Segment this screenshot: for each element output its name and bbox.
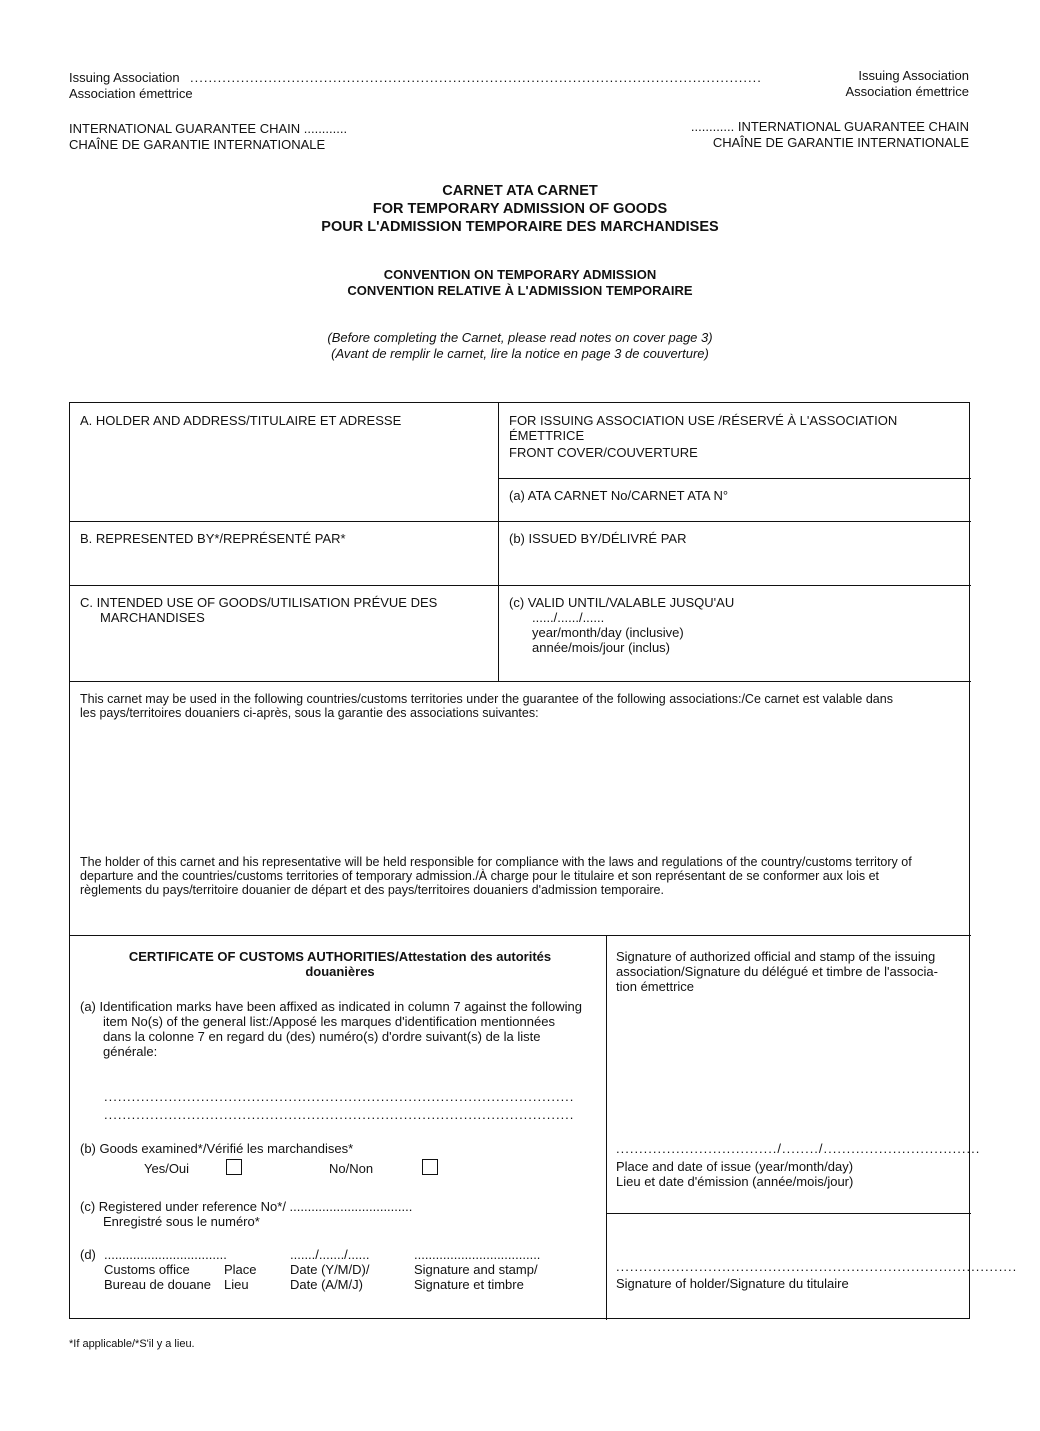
responsibility-line-2: departure and the countries/customs territories of temporary admission./À charge pour le titulaire et son représentant de se conformer aux lois et [80,869,880,883]
official-line-3: tion émettrice [616,979,695,994]
date-field[interactable] [290,1247,369,1292]
yes-checkbox[interactable] [226,1159,242,1175]
holder-responsibility-statement [80,855,965,897]
registered-reference-line-2: Enregistré sous le numéro* [103,1214,260,1229]
divider [70,585,971,586]
issuing-use-label [509,413,959,460]
represented-by-label: B. REPRESENTED BY*/REPRÉSENTÉ PAR* [80,531,346,546]
holder-address-label: A. HOLDER AND ADDRESS/TITULAIRE ET ADRESSE [80,413,402,428]
countries-statement [80,692,965,720]
customs-office-field[interactable] [104,1247,227,1292]
holder-signature-dots[interactable]: ....................................................................................... [616,1259,1018,1274]
official-line-2: association/Signature du délégué et timbre de l'associa- [616,964,938,979]
official-line-1: Signature of authorized official and stamp of the issuing [616,949,936,964]
cert-a-line-3: dans la colonne 7 en regard du (des) numéro(s) d'ordre suivant(s) de la liste [103,1029,541,1044]
cert-a-line-2: item No(s) of the general list:/Apposé les marques d'identification mentionnées [103,1014,555,1029]
valid-until-title: (c) VALID UNTIL/VALABLE JUSQU'AU [509,595,735,610]
no-checkbox[interactable] [422,1159,438,1175]
countries-line-1: This carnet may be used in the following countries/customs territories under the guarantee of the following associations:/Ce carnet est valable dans [80,692,893,706]
convention-line-1: CONVENTION ON TEMPORARY ADMISSION [383,267,657,282]
guarantee-chain-right [691,119,969,151]
cert-a-line-4: générale: [103,1044,158,1059]
date-en: Date (Y/M/D)/ [290,1262,370,1277]
date-fr: Date (A/M/J) [290,1277,363,1292]
place-date-issue-label [616,1159,853,1189]
certificate-title-line-1: CERTIFICATE OF CUSTOMS AUTHORITIES/Attestation des autorités [128,949,552,964]
valid-until-format-fr: année/mois/jour (inclus) [532,640,671,655]
note-line-2: (Avant de remplir le carnet, lire la notice en page 3 de couverture) [331,346,709,361]
customs-office-fr: Bureau de douane [104,1277,211,1292]
issued-by-label: (b) ISSUED BY/DÉLIVRÉ PAR [509,531,687,546]
divider [70,935,971,936]
carnet-form [69,402,1018,1319]
divider [70,521,971,522]
cert-d-marker: (d) [80,1247,96,1262]
date-dots: ......./......./...... [290,1247,370,1262]
guarantee-chain-left [69,121,347,153]
cert-a-line-1: (a) Identification marks have been affixed as indicated in column 7 against the following [80,999,582,1014]
issuing-use-line-1: FOR ISSUING ASSOCIATION USE /RÉSERVÉ À L'ASSOCIATION [509,413,898,428]
intended-use-label [80,595,437,625]
guarantee-chain-fr: CHAÎNE DE GARANTIE INTERNATIONALE [69,137,326,152]
title-line-2: FOR TEMPORARY ADMISSION OF GOODS [372,201,668,217]
association-emettrice-label-right: Association émettrice [845,84,969,99]
valid-until-label [509,595,734,655]
customs-certificate-title [80,949,600,979]
issuing-association-left [69,70,193,102]
item-numbers-line-1[interactable]: ...................................................................................................... [104,1089,575,1104]
divider [70,681,971,682]
registered-reference-label [80,1199,412,1229]
signature-stamp-field[interactable] [414,1247,540,1292]
completion-note [0,330,1040,362]
carnet-title [0,182,1040,236]
place-field[interactable] [224,1262,257,1292]
issuing-association-leader: ............................................................................................................................ [190,70,762,85]
signature-stamp-dots: ................................... [414,1247,541,1262]
valid-until-format-en: year/month/day (inclusive) [532,625,684,640]
carnet-number-label: (a) ATA CARNET No/CARNET ATA N° [509,488,729,503]
guarantee-chain-en-right: ............ INTERNATIONAL GUARANTEE CHAIN [690,119,969,134]
signature-stamp-en: Signature and stamp/ [414,1262,538,1277]
place-fr: Lieu [224,1277,249,1292]
identification-marks-text [80,999,600,1059]
responsibility-line-3: règlements du pays/territoire douanier de départ et des pays/territoires douaniers d'admission temporaire. [80,883,664,897]
intended-use-line-2: MARCHANDISES [100,610,205,625]
registered-reference-line-1: (c) Registered under reference No*/ .................................. [80,1199,413,1214]
convention-line-2: CONVENTION RELATIVE À L'ADMISSION TEMPORAIRE [347,283,693,298]
front-cover-label: FRONT COVER/COUVERTURE [509,445,698,460]
customs-office-dots: .................................. [104,1247,227,1262]
guarantee-chain-fr-right: CHAÎNE DE GARANTIE INTERNATIONALE [712,135,969,150]
authorized-official-label [616,949,964,994]
place-date-issue-dots[interactable]: .................................../......../.................................. [616,1141,981,1156]
title-line-1: CARNET ATA CARNET [442,183,598,199]
yes-label: Yes/Oui [144,1161,190,1176]
goods-examined-label: (b) Goods examined*/Vérifié les marchandises* [80,1141,354,1156]
footnote: *If applicable/*S'il y a lieu. [69,1338,195,1350]
holder-signature-label: Signature of holder/Signature du titulaire [616,1276,849,1291]
issuing-use-line-2: ÉMETTRICE [509,428,585,443]
signature-stamp-fr: Signature et timbre [414,1277,524,1292]
no-label: No/Non [329,1161,374,1176]
divider [606,935,607,1320]
divider [498,403,499,681]
association-emettrice-label: Association émettrice [69,86,193,101]
issuing-association-right [845,68,969,100]
certificate-title-line-2: douanières [305,964,375,979]
divider [606,1213,971,1214]
valid-until-dots: ....../....../...... [532,610,605,625]
customs-office-en: Customs office [104,1262,190,1277]
countries-line-2: les pays/territoires douaniers ci-après, sous la garantie des associations suivantes: [80,706,539,720]
issuing-association-label: Issuing Association [69,70,180,85]
responsibility-line-1: The holder of this carnet and his representative will be held responsible for compliance with the laws and regulations of the country/customs territory of [80,855,912,869]
intended-use-line-1: C. INTENDED USE OF GOODS/UTILISATION PRÉVUE DES [80,595,438,610]
guarantee-chain-en: INTERNATIONAL GUARANTEE CHAIN ............ [69,121,348,136]
item-numbers-line-2[interactable]: ...................................................................................................... [104,1107,575,1122]
divider [498,478,971,479]
place-date-issue-fr: Lieu et date d'émission (année/mois/jour) [616,1174,854,1189]
place-date-issue-en: Place and date of issue (year/month/day) [616,1159,854,1174]
issuing-association-label-right: Issuing Association [858,68,969,83]
convention-title [0,267,1040,299]
note-line-1: (Before completing the Carnet, please read notes on cover page 3) [327,330,713,345]
title-line-3: POUR L'ADMISSION TEMPORAIRE DES MARCHANDISES [321,219,719,235]
place-en: Place [224,1262,257,1277]
